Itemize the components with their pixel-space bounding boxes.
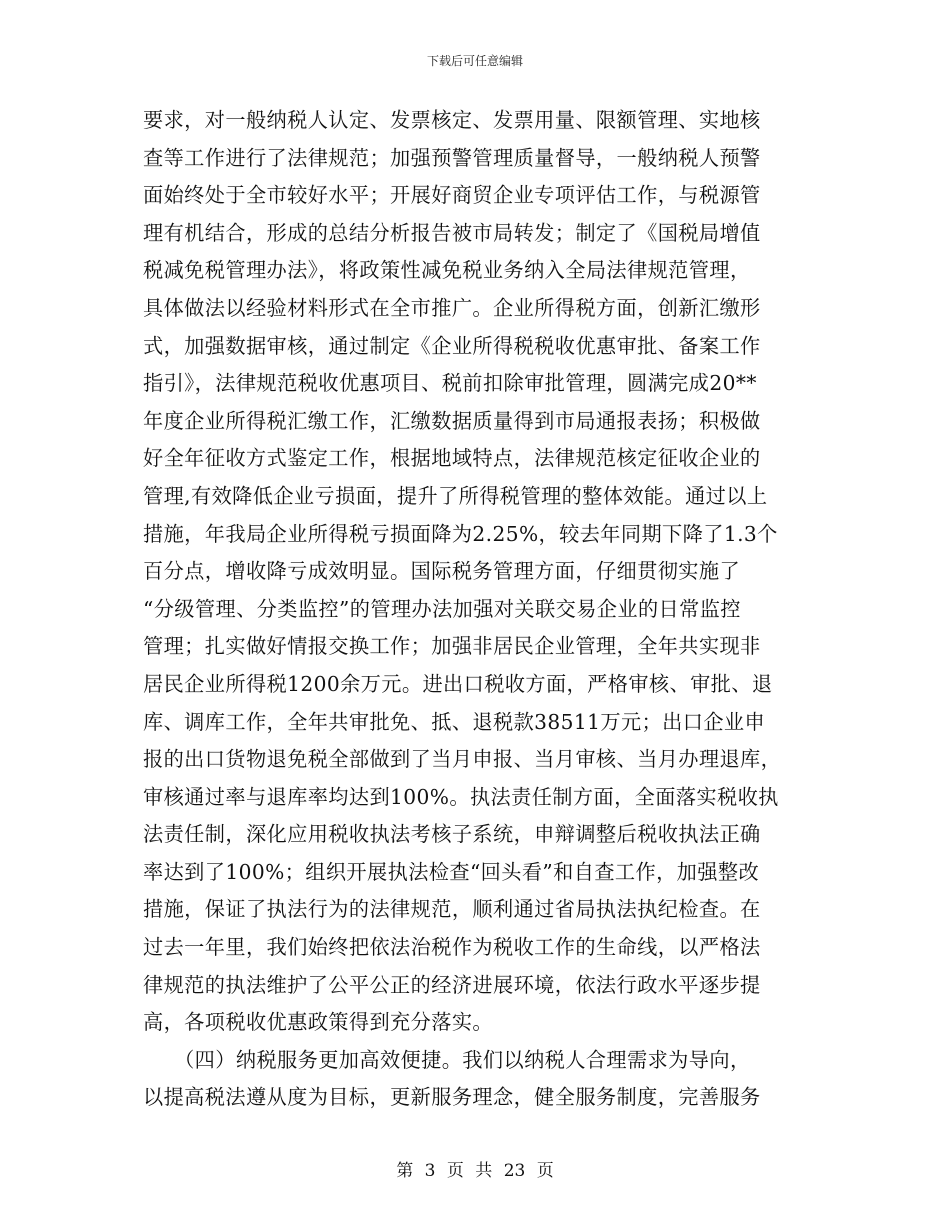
text-line: 面始终处于全市较好水平；开展好商贸企业专项评估工作，与税源管 <box>143 183 761 208</box>
text-line: 好全年征收方式鉴定工作，根据地域特点，法律规范核定征收企业的 <box>143 446 761 471</box>
page-number-footer: 第 3 页 共 23 页 <box>396 1161 554 1181</box>
text-line: 指引》，法律规范税收优惠项目、税前扣除审批管理，圆满完成20** <box>143 371 757 396</box>
text-line: 审核通过率与退库率均达到100%。执法责任制方面，全面落实税收执 <box>143 784 779 809</box>
text-line: 过去一年里，我们始终把依法治税作为税收工作的生命线，以严格法 <box>143 935 761 960</box>
page-header: 下载后可任意编辑 <box>426 54 523 68</box>
text-line: （四）纳税服务更加高效便捷。我们以纳税人合理需求为导向， <box>143 1047 751 1072</box>
text-line: 措施，年我局企业所得税亏损面降为2.25%，较去年同期下降了1.3个 <box>143 521 778 546</box>
text-line: 居民企业所得税1200余万元。进出口税收方面，严格审核、审批、退 <box>143 671 773 696</box>
text-line: 具体做法以经验材料形式在全市推广。企业所得税方面，创新汇缴形 <box>143 295 761 320</box>
text-line: 律规范的执法维护了公平公正的经济进展环境，依法行政水平逐步提 <box>143 972 761 997</box>
text-line: 查等工作进行了法律规范；加强预警管理质量督导，一般纳税人预警 <box>143 145 761 170</box>
body-text <box>143 102 808 1117</box>
text-line: 要求，对一般纳税人认定、发票核定、发票用量、限额管理、实地核 <box>143 108 761 132</box>
text-line: 高，各项税收优惠政策得到充分落实。 <box>143 1010 493 1035</box>
text-line: “分级管理、分类监控”的管理办法加强对关联交易企业的日常监控 <box>143 596 741 621</box>
text-line: 理有机结合，形成的总结分析报告被市局转发；制定了《国税局增值 <box>143 220 761 245</box>
text-line: 措施，保证了执法行为的法律规范，顺利通过省局执法执纪检查。在 <box>143 897 761 922</box>
text-line: 库、调库工作，全年共审批免、抵、退税款38511万元；出口企业申 <box>143 709 766 734</box>
text-line: 百分点，增收降亏成效明显。国际税务管理方面，仔细贯彻实施了 <box>143 559 741 584</box>
text-line: 税减免税管理办法》，将政策性减免税业务纳入全局法律规范管理， <box>143 258 751 283</box>
text-line: 率达到了100%；组织开展执法检查“回头看”和自查工作，加强整改 <box>143 859 760 884</box>
text-line: 以提高税法遵从度为目标，更新服务理念，健全服务制度，完善服务 <box>143 1085 761 1110</box>
text-line: 式，加强数据审核，通过制定《企业所得税税收优惠审批、备案工作 <box>143 333 761 358</box>
text-line: 法责任制，深化应用税收执法考核子系统，申辩调整后税收执法正确 <box>143 822 761 847</box>
text-line: 年度企业所得税汇缴工作，汇缴数据质量得到市局通报表扬；积极做 <box>143 408 761 433</box>
text-line: 报的出口货物退免税全部做到了当月申报、当月审核、当月办理退库， <box>143 747 782 772</box>
text-line: 管理,有效降低企业亏损面，提升了所得税管理的整体效能。通过以上 <box>143 483 768 508</box>
text-line: 管理；扎实做好情报交换工作；加强非居民企业管理，全年共实现非 <box>143 634 761 659</box>
